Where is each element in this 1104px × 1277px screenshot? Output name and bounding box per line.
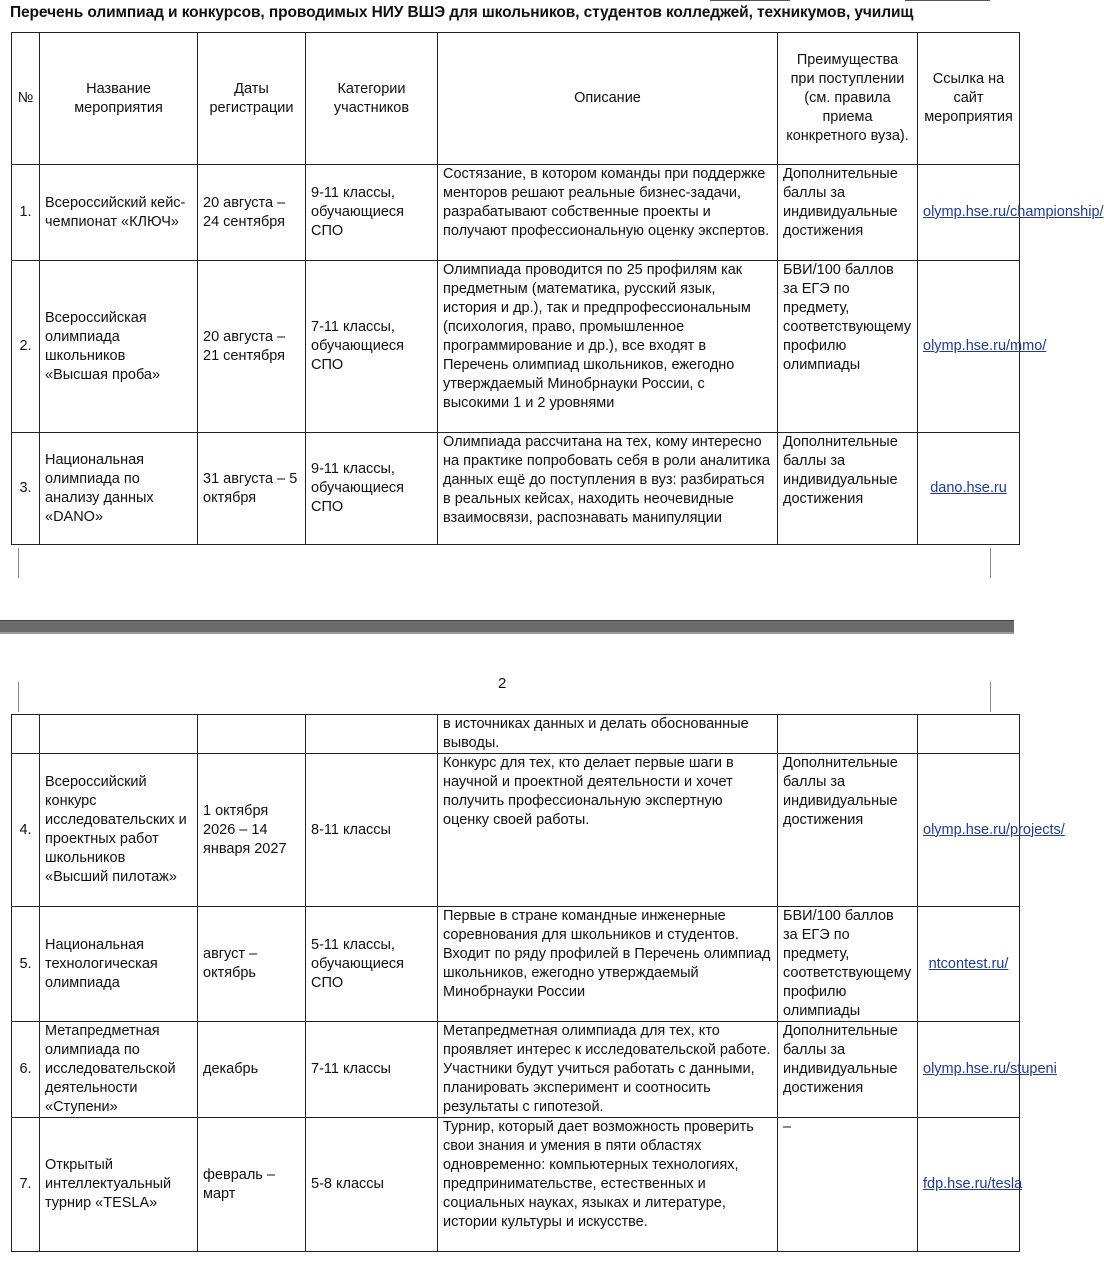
row-link[interactable]: olymp.hse.ru/stupeni: [923, 1061, 1057, 1077]
row-dates: декабрь: [198, 1022, 306, 1118]
page-corner-mark: [0, 548, 19, 578]
page-corner-mark: [990, 682, 1013, 712]
continuation-row: [12, 715, 1020, 754]
row-description: Первые в стране командные инженерные соревнования для школьников и студентов. Входит по ряду профилей в Перечень олимпиад школьников, ежегодно утверждаемый Минобрнауки России: [438, 907, 778, 1022]
row-description: Конкурс для тех, кто делает первые шаги в научной и проектной деятельности и хочет получить профессиональную экспертную оценку своей работы.: [438, 754, 778, 907]
row-description: Состязание, в котором команды при поддержке менторов решают реальные бизнес-задачи, разрабатывают собственные проекты и получают профессиональную оценку экспертов.: [438, 165, 778, 261]
row-link[interactable]: ntcontest.ru/: [928, 955, 1009, 972]
table-row: [12, 754, 1020, 907]
row-dates: февраль – март: [198, 1118, 306, 1252]
row-num: 7.: [12, 1118, 40, 1252]
row-link[interactable]: dano.hse.ru: [930, 480, 1007, 496]
table-row: [12, 1118, 1020, 1252]
row-dates: 20 августа – 24 сентября: [198, 165, 306, 261]
row-categories: 8-11 классы: [306, 754, 438, 907]
table-row: [12, 261, 1020, 433]
row-name: Метапредметная олимпиада по исследовательской деятельности «Ступени»: [40, 1022, 198, 1118]
row-advantages: –: [778, 1118, 918, 1252]
page-corner-mark: [0, 682, 19, 712]
row-num: 1.: [12, 165, 40, 261]
row-advantages: Дополнительные баллы за индивидуальные достижения: [778, 165, 918, 261]
header-description: Описание: [438, 33, 778, 165]
row-dates: 1 октября 2026 – 14 января 2027: [198, 754, 306, 907]
olympiad-table-page2: [11, 714, 1065, 1252]
row-num: 3.: [12, 433, 40, 545]
row-num: 6.: [12, 1022, 40, 1118]
page-corner-mark: [990, 548, 1013, 578]
row-categories: 5-8 классы: [306, 1118, 438, 1252]
table-row: [12, 1022, 1020, 1118]
header-name: Название мероприятия: [40, 33, 198, 165]
row-dates: август – октябрь: [198, 907, 306, 1022]
row-link[interactable]: olymp.hse.ru/projects/: [923, 821, 1065, 838]
table-row: [12, 433, 1020, 545]
row-link[interactable]: olymp.hse.ru/mmo/: [923, 338, 1047, 354]
header-categories: Категории участников: [306, 33, 438, 165]
row-dates: 31 августа – 5 октября: [198, 433, 306, 545]
row-categories: 9-11 классы, обучающиеся СПО: [306, 433, 438, 545]
row-num: 5.: [12, 907, 40, 1022]
top-rule-left: [710, 0, 790, 1]
row-description: Олимпиада проводится по 25 профилям как предметным (математика, русский язык, история и др.), так и предпрофессиональным (психология, право, промышленное программирование и др.), все входят в Перечень олимпиад школьников, ежегодно утверждаемый Минобрнауки России, с высокими 1 и 2 уровнями: [438, 261, 778, 433]
row-name: Национальная технологическая олимпиада: [40, 907, 198, 1022]
row-advantages: Дополнительные баллы за индивидуальные достижения: [778, 433, 918, 545]
header-dates: Даты регистрации: [198, 33, 306, 165]
row-categories: 7-11 классы, обучающиеся СПО: [306, 261, 438, 433]
row-advantages: Дополнительные баллы за индивидуальные достижения: [778, 1022, 918, 1118]
row-name: Национальная олимпиада по анализу данных «DANO»: [40, 433, 198, 545]
row-num: 2.: [12, 261, 40, 433]
header-link: Ссылка на сайт мероприятия: [918, 33, 1020, 165]
row-categories: 9-11 классы, обучающиеся СПО: [306, 165, 438, 261]
row-link[interactable]: fdp.hse.ru/tesla: [923, 1176, 1023, 1192]
row-num: 4.: [12, 754, 40, 907]
header-row: [12, 33, 1020, 165]
row-name: Всероссийский кейс-чемпионат «КЛЮЧ»: [40, 165, 198, 261]
row-advantages: Дополнительные баллы за индивидуальные достижения: [778, 754, 918, 907]
continuation-text: в источниках данных и делать обоснованные выводы.: [438, 715, 778, 754]
row-name: Всероссийский конкурс исследовательских и проектных работ школьников «Высший пилотаж»: [40, 754, 198, 907]
page-number: 2: [498, 675, 507, 692]
header-advantages: Преимущества при поступлении (см. правила приема конкретного вуза).: [778, 33, 918, 165]
document-title: Перечень олимпиад и конкурсов, проводимых НИУ ВШЭ для школьников, студентов колледжей, техникумов, училищ: [10, 4, 914, 21]
row-dates: 20 августа – 21 сентября: [198, 261, 306, 433]
table-row: [12, 907, 1020, 1022]
row-name: Всероссийская олимпиада школьников «Высшая проба»: [40, 261, 198, 433]
row-description: Турнир, который дает возможность проверить свои знания и умения в пяти областях одновременно: компьютерных технологиях, предпринимательстве, естественных и социальных науках, языках и литературе, истории культуры и искусстве.: [438, 1118, 778, 1252]
row-advantages: БВИ/100 баллов за ЕГЭ по предмету, соответствующему профилю олимпиады: [778, 907, 918, 1022]
row-link[interactable]: olymp.hse.ru/championship/: [923, 204, 1104, 220]
row-name: Открытый интеллектуальный турнир «TESLA»: [40, 1118, 198, 1252]
olympiad-table-page1: [11, 32, 1104, 545]
top-rule-right: [905, 0, 990, 1]
row-categories: 5-11 классы, обучающиеся СПО: [306, 907, 438, 1022]
table-row: [12, 165, 1020, 261]
row-description: Метапредметная олимпиада для тех, кто проявляет интерес к исследовательской работе. Участники будут учиться работать с данными, планировать эксперимент и соотносить результаты с гипотезой.: [438, 1022, 778, 1118]
header-num: №: [12, 33, 40, 165]
row-description: Олимпиада рассчитана на тех, кому интересно на практике попробовать себя в роли аналитика данных ещё до поступления в вуз: разбираться в реальных кейсах, находить неочевидные взаимосвязи, распознавать манипуляции: [438, 433, 778, 545]
row-categories: 7-11 классы: [306, 1022, 438, 1118]
row-advantages: БВИ/100 баллов за ЕГЭ по предмету, соответствующему профилю олимпиады: [778, 261, 918, 433]
page-break: [0, 620, 1014, 634]
